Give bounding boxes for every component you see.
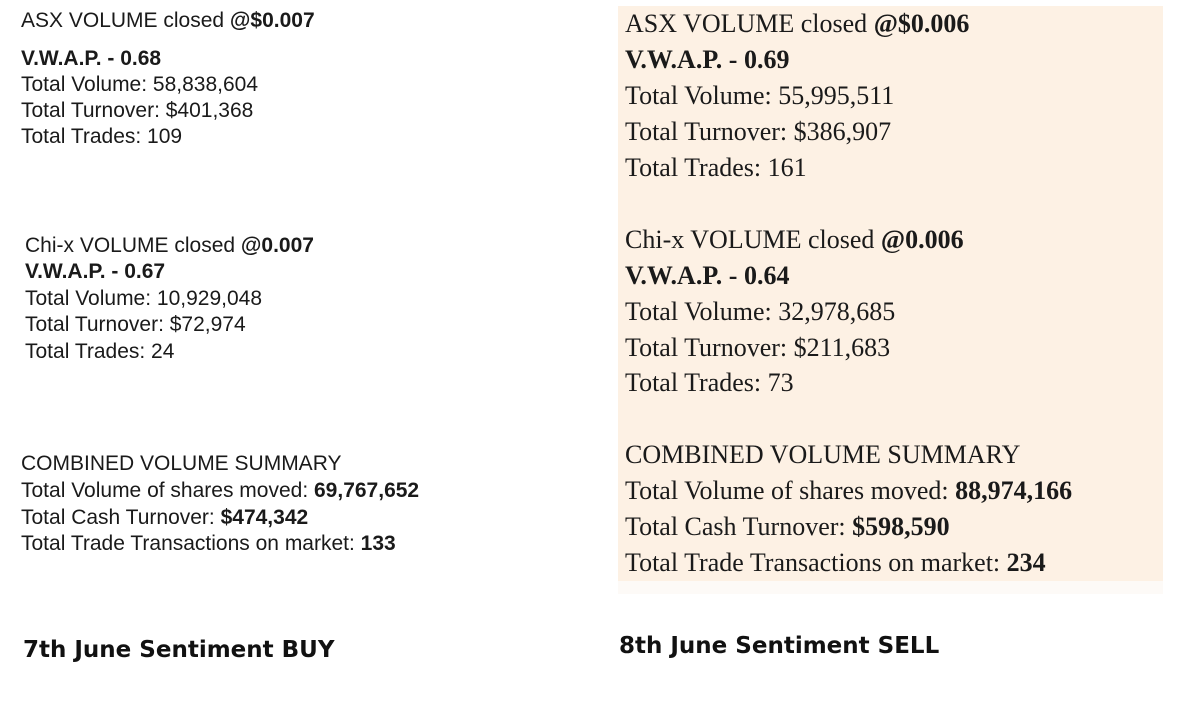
chix-total-turnover: Total Turnover: $72,974 [25,313,246,336]
asx-total-volume: Total Volume: 58,838,604 [21,73,259,96]
combined-volume-value: 69,767,652 [314,479,420,502]
combined-volume-line [625,476,1072,506]
chix-vwap: V.W.A.P. - 0.64 [625,261,790,290]
day-2-panel-shadow-strip [618,581,1163,594]
asx-closed-line [21,8,315,34]
combined-volume-value: 88,974,166 [955,476,1073,505]
combined-trades-value: 234 [1006,548,1046,577]
asx-total-volume: Total Volume: 55,995,511 [625,81,895,110]
combined-volume-label: Total Volume of shares moved: [625,476,956,505]
asx-vwap: V.W.A.P. - 0.68 [21,47,162,70]
asx-total-turnover: Total Turnover: $386,907 [625,117,892,146]
asx-closed-price: @$0.007 [229,9,315,32]
combined-cash-value: $474,342 [220,506,309,529]
asx-total-turnover: Total Turnover: $401,368 [21,99,254,122]
chix-total-turnover: Total Turnover: $211,683 [625,333,891,362]
combined-cash-value: $598,590 [852,512,950,541]
chix-closed-label: Chi-x VOLUME closed [25,234,241,257]
asx-total-trades: Total Trades: 161 [625,153,807,182]
combined-title: COMBINED VOLUME SUMMARY [625,440,1021,469]
combined-trades-value: 133 [360,532,396,555]
day-1-sentiment-caption: 7th June Sentiment BUY [23,637,335,663]
asx-closed-line [625,9,969,39]
combined-trades-label: Total Trade Transactions on market: [21,532,361,555]
combined-trades-line [21,531,396,557]
combined-title: COMBINED VOLUME SUMMARY [21,452,342,475]
asx-closed-label: ASX VOLUME closed [625,9,874,38]
combined-volume-line [21,478,419,504]
combined-trades-line [625,548,1046,578]
combined-cash-label: Total Cash Turnover: [625,512,853,541]
chix-vwap: V.W.A.P. - 0.67 [25,260,166,283]
combined-cash-line [625,512,950,542]
chix-closed-line [625,225,964,255]
asx-vwap: V.W.A.P. - 0.69 [625,45,790,74]
day-2-sentiment-caption: 8th June Sentiment SELL [619,633,940,659]
chix-total-trades: Total Trades: 24 [25,340,175,363]
combined-cash-line [21,505,308,531]
chix-closed-label: Chi-x VOLUME closed [625,225,881,254]
combined-volume-label: Total Volume of shares moved: [21,479,314,502]
combined-cash-label: Total Cash Turnover: [21,506,221,529]
asx-closed-price: @$0.006 [873,9,970,38]
chix-total-trades: Total Trades: 73 [625,368,794,397]
chix-total-volume: Total Volume: 32,978,685 [625,297,896,326]
chix-total-volume: Total Volume: 10,929,048 [25,287,263,310]
chix-closed-price: @0.007 [240,234,314,257]
asx-closed-label: ASX VOLUME closed [21,9,230,32]
chix-closed-price: @0.006 [880,225,964,254]
asx-total-trades: Total Trades: 109 [21,125,183,148]
combined-trades-label: Total Trade Transactions on market: [625,548,1007,577]
chix-closed-line [25,233,314,259]
